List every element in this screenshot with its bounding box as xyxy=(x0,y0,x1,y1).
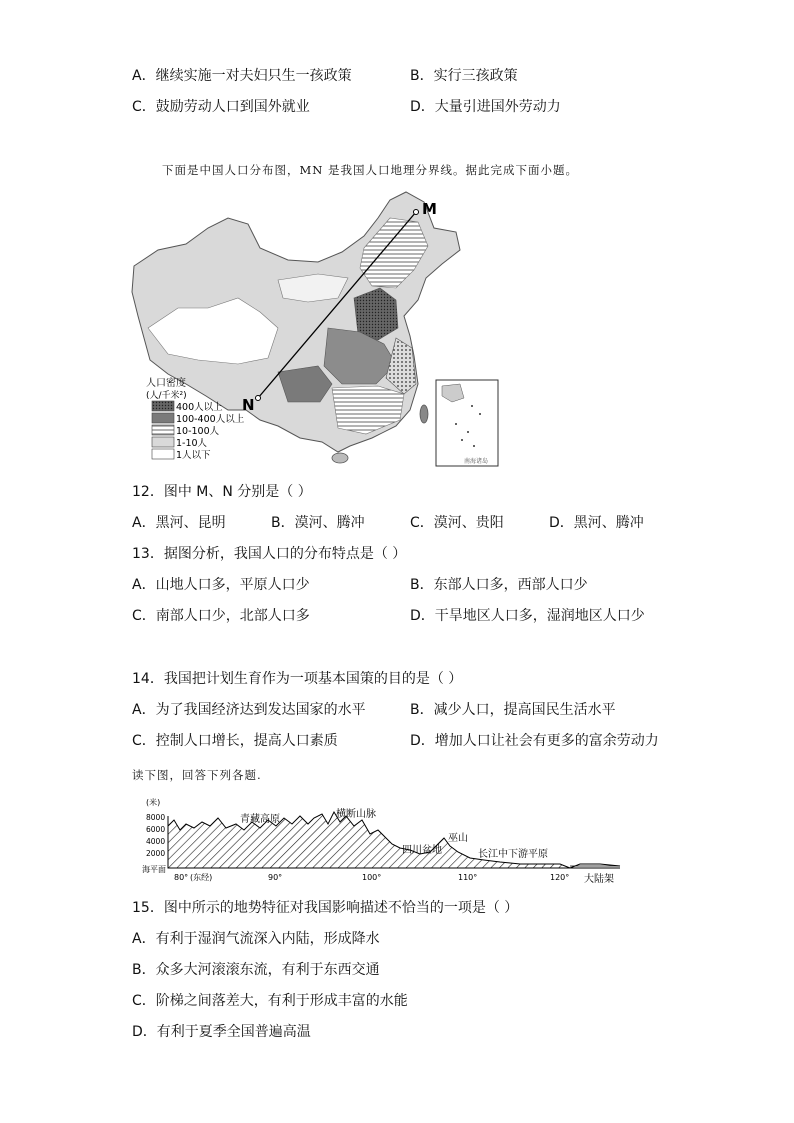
legend-item-1: 400人以上 xyxy=(176,402,223,413)
profile-intro: 读下图，回答下列各题. xyxy=(132,768,262,782)
q13-option-c: C．南部人口少，北部人口多 xyxy=(132,608,310,624)
label-shelf: 大陆架 xyxy=(584,874,614,885)
q13-stem: 13．据图分析，我国人口的分布特点是（ ） xyxy=(132,546,407,562)
y-unit: (米) xyxy=(146,798,161,807)
label-yangtze-plain: 长江中下游平原 xyxy=(478,849,548,860)
q11-option-b: B．实行三孩政策 xyxy=(410,68,518,84)
q12-option-c: C．漠河、贵阳 xyxy=(410,515,504,531)
label-n: N xyxy=(242,396,255,414)
inset-label: 南海诸岛 xyxy=(464,458,489,465)
q11-option-a: A．继续实施一对夫妇只生一孩政策 xyxy=(132,68,352,84)
legend-item-2: 100-400人以上 xyxy=(176,414,245,425)
legend-item-5: 1人以下 xyxy=(176,450,211,461)
q14-option-c: C．控制人口增长，提高人口素质 xyxy=(132,733,338,749)
x-tick-90: 90° xyxy=(268,873,283,882)
map-intro: 下面是中国人口分布图，MN 是我国人口地理分界线。据此完成下面小题。 xyxy=(162,163,578,177)
y-tick-8000: 8000 xyxy=(146,813,166,822)
x-tick-100: 100° xyxy=(362,873,382,882)
sparse-north xyxy=(278,274,348,302)
q13-option-a: A．山地人口多，平原人口少 xyxy=(132,577,310,593)
q15-stem: 15．图中所示的地势特征对我国影响描述不恰当的一项是（ ） xyxy=(132,900,519,916)
label-wushan: 巫山 xyxy=(448,833,468,844)
label-sichuan: 四川盆地 xyxy=(402,845,442,856)
q11-option-c: C．鼓励劳动人口到国外就业 xyxy=(132,99,310,115)
label-qinghai-tibet: 青藏高原 xyxy=(240,814,280,825)
q15-option-c: C．阶梯之间落差大，有利于形成丰富的水能 xyxy=(132,993,408,1009)
x-tick-120: 120° xyxy=(550,873,570,882)
legend-item-3: 10-100人 xyxy=(176,426,220,437)
y-tick-6000: 6000 xyxy=(146,825,166,834)
q13-option-d: D．干旱地区人口多，湿润地区人口少 xyxy=(410,608,645,624)
q12-option-d: D．黑河、腾冲 xyxy=(549,515,644,531)
q12-stem: 12．图中 M、N 分别是（ ） xyxy=(132,484,312,500)
q12-option-b: B．漠河、腾冲 xyxy=(271,515,365,531)
q14-stem: 14．我国把计划生育作为一项基本国策的目的是（ ） xyxy=(132,671,463,687)
hainan-island xyxy=(332,453,348,463)
population-map xyxy=(128,188,508,470)
q13-option-b: B．东部人口多，西部人口少 xyxy=(410,577,588,593)
q15-option-b: B．众多大河滚滚东流，有利于东西交通 xyxy=(132,962,380,978)
y-tick-4000: 4000 xyxy=(146,837,166,846)
legend-unit: (人/千米²) xyxy=(146,391,187,401)
sea-level-label: 海平面 xyxy=(142,865,166,874)
legend-item-4: 1-10人 xyxy=(176,438,208,449)
q14-option-a: A．为了我国经济达到发达国家的水平 xyxy=(132,702,366,718)
label-hengduan: 横断山脉 xyxy=(336,809,376,820)
q15-option-d: D．有利于夏季全国普遍高温 xyxy=(132,1024,311,1040)
legend-title: 人口密度 xyxy=(146,378,186,389)
q14-option-b: B．减少人口，提高国民生活水平 xyxy=(410,702,616,718)
label-m: M xyxy=(422,200,437,218)
q11-option-d: D．大量引进国外劳动力 xyxy=(410,99,561,115)
x-tick-unit: (东经) xyxy=(190,873,213,882)
terrain-profile xyxy=(140,794,630,888)
taiwan-island xyxy=(420,405,428,423)
x-tick-110: 110° xyxy=(458,873,478,882)
south-sea-inset xyxy=(436,380,498,466)
y-tick-2000: 2000 xyxy=(146,849,166,858)
q14-option-d: D．增加人口让社会有更多的富余劳动力 xyxy=(410,733,659,749)
q12-option-a: A．黑河、昆明 xyxy=(132,515,226,531)
q15-option-a: A．有利于湿润气流深入内陆，形成降水 xyxy=(132,931,380,947)
x-tick-80: 80° xyxy=(174,873,189,882)
